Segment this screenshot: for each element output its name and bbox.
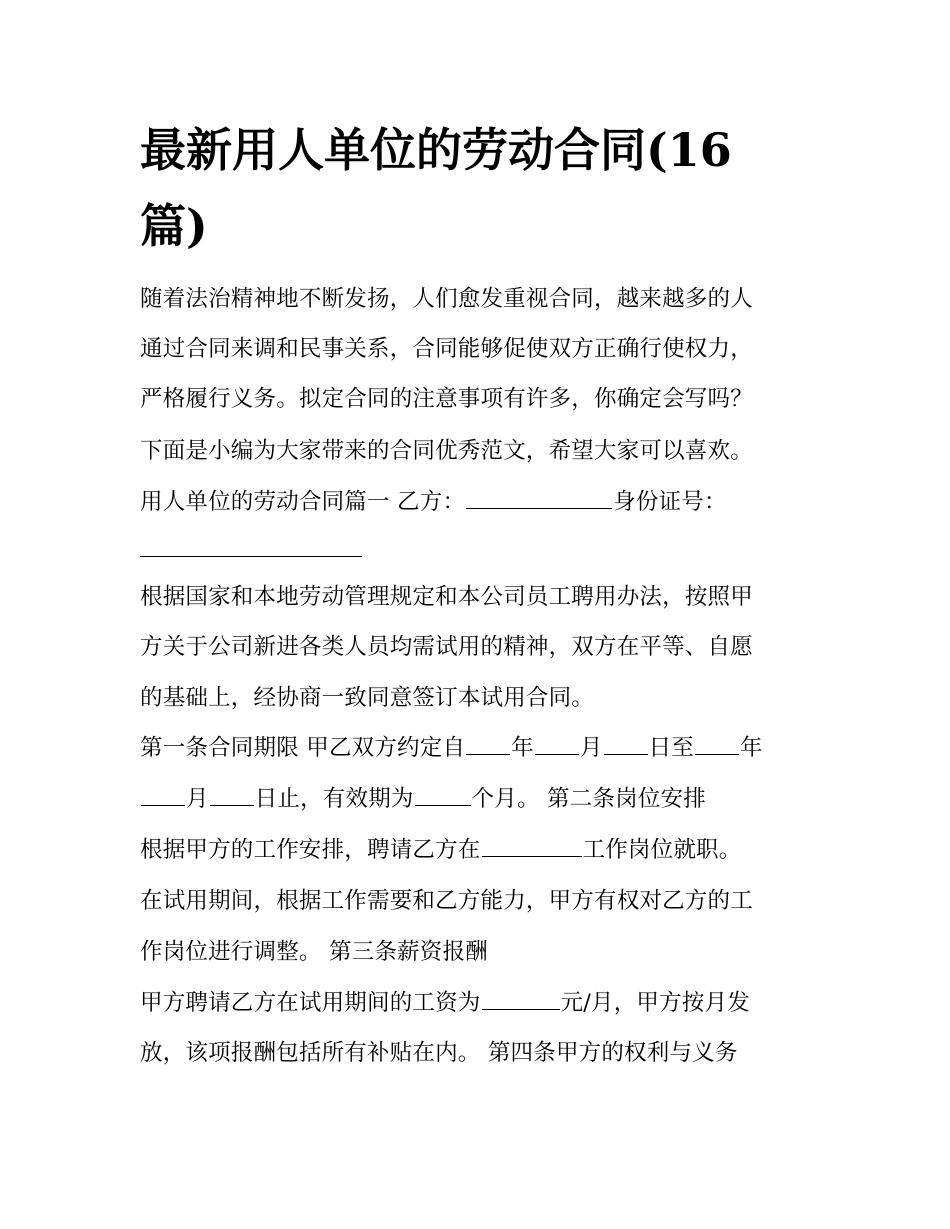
id-label: 身份证号： (613, 489, 727, 515)
article1-line-1 (140, 731, 763, 765)
end-day-blank (210, 804, 254, 806)
article3-prefix: 甲方聘请乙方在试用期间的工资为 (140, 990, 481, 1016)
article1-months: 个月。 第二条岗位安排 (471, 786, 706, 812)
intro-line-3: 严格履行义务。拟定合同的注意事项有许多，你确定会写吗？ (140, 386, 753, 412)
position-blank (482, 855, 582, 857)
intro-line-1: 随着法治精神地不断发扬，人们愈发重视合同，越来越多的人 (140, 286, 753, 312)
title-line-2: 篇) (140, 199, 208, 253)
article1-day-end: 日止，有效期为 (254, 786, 414, 812)
start-month-blank (535, 753, 579, 755)
article1-line-2 (140, 782, 706, 816)
party-name-blank (466, 507, 612, 509)
basis-line-2: 方关于公司新进各类人员均需试用的精神，双方在平等、自愿 (140, 634, 753, 660)
party-line (140, 485, 727, 519)
start-day-blank (604, 753, 648, 755)
salary-blank (482, 1008, 560, 1010)
article3-line-1 (140, 986, 750, 1020)
article2-suffix: 工作岗位就职。 (582, 837, 742, 863)
title-line-1: 最新用人单位的劳动合同(16 (140, 123, 732, 177)
party-heading: 用人单位的劳动合同篇一 乙方： (140, 489, 466, 515)
basis-line-1: 根据国家和本地劳动管理规定和本公司员工聘用办法，按照甲 (140, 584, 753, 610)
duration-blank (415, 804, 471, 806)
article1-year: 年 (511, 735, 534, 761)
article1-month2: 月 (186, 786, 209, 812)
start-year-blank (466, 753, 510, 755)
end-year-blank (695, 753, 739, 755)
article1-prefix: 第一条合同期限 甲乙双方约定自 (140, 735, 466, 761)
document-title (140, 112, 820, 264)
article1-month: 月 (579, 735, 603, 761)
intro-line-2: 通过合同来调和民事关系，合同能够促使双方正确行使权力， (140, 336, 753, 362)
article2-line-1 (140, 833, 741, 867)
intro-line-4: 下面是小编为大家带来的合同优秀范文，希望大家可以喜欢。 (140, 438, 753, 464)
article1-day-to: 日至 (648, 735, 694, 761)
article2-prefix: 根据甲方的工作安排，聘请乙方在 (140, 837, 481, 863)
article3-line-2: 放，该项报酬包括所有补贴在内。 第四条甲方的权利与义务 (140, 1040, 738, 1066)
article2-line-2: 在试用期间，根据工作需要和乙方能力，甲方有权对乙方的工 (140, 888, 753, 914)
id-number-blank (140, 556, 362, 557)
article1-year2: 年 (739, 735, 763, 761)
end-month-blank (141, 804, 185, 806)
article3-suffix: 元/月，甲方按月发 (560, 990, 750, 1016)
basis-line-3: 的基础上，经协商一致同意签订本试用合同。 (140, 685, 595, 711)
article2-line-3: 作岗位进行调整。 第三条薪资报酬 (140, 939, 488, 965)
